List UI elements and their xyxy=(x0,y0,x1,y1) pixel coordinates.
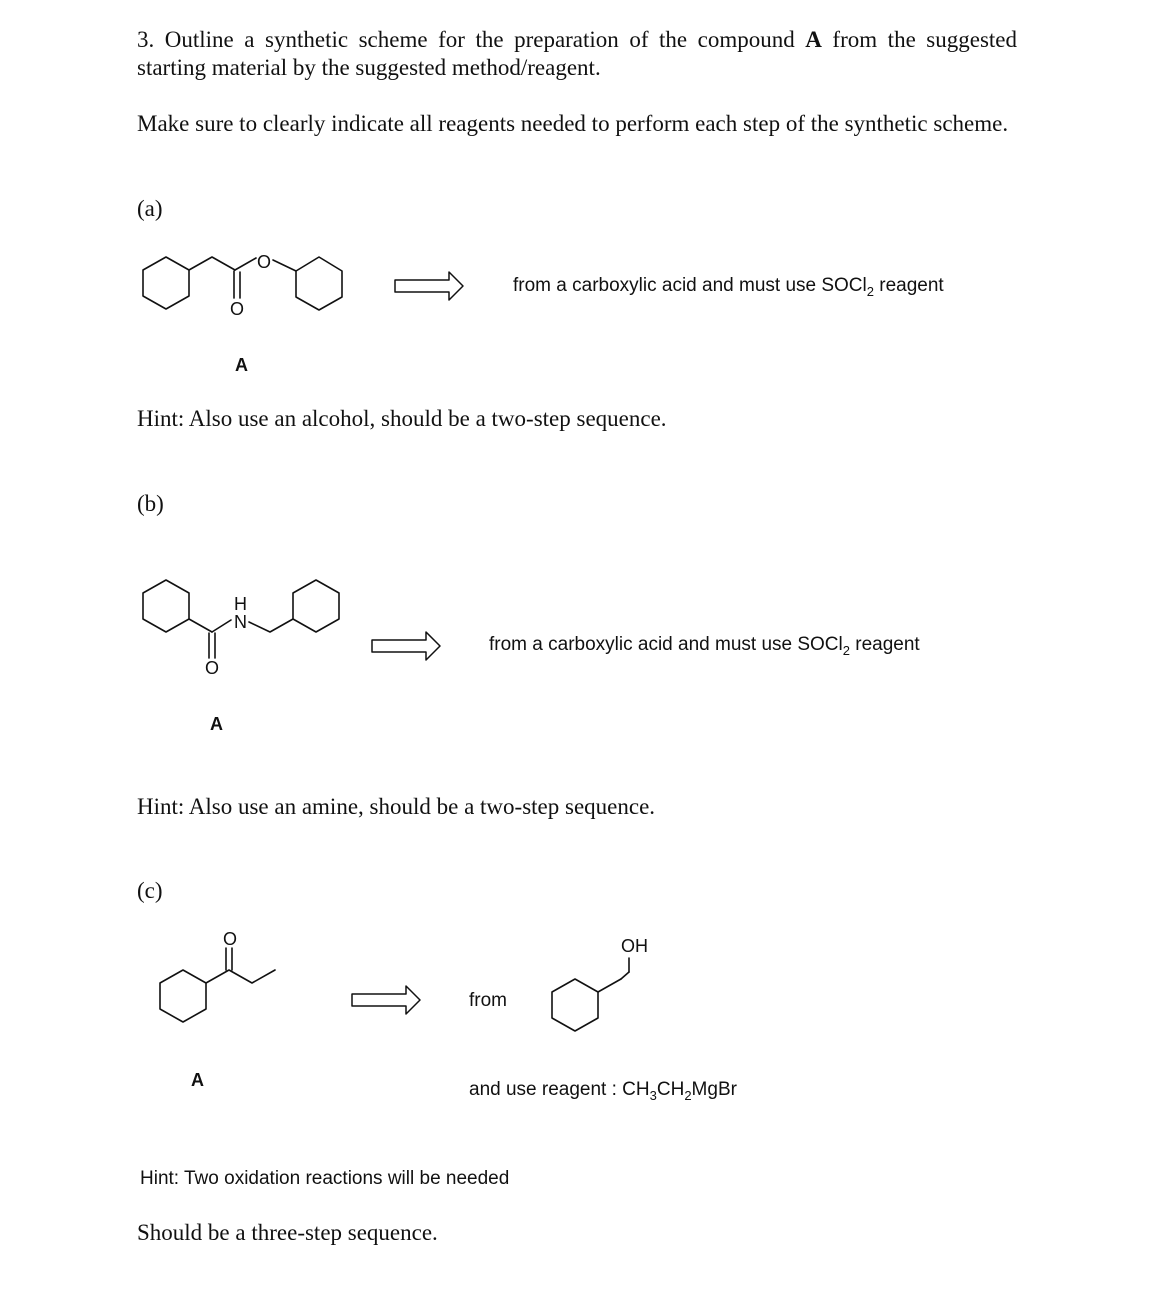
question-number: 3. xyxy=(137,27,155,52)
part-b-chain xyxy=(189,619,212,632)
part-a-cyclohexane-left xyxy=(143,257,189,309)
part-b-label: (b) xyxy=(137,491,164,516)
part-c-compound-label: A xyxy=(191,1070,204,1090)
question-line1-before: Outline a synthetic scheme for the preparation of the compound xyxy=(164,27,806,52)
part-a-from-text xyxy=(513,275,944,299)
part-b-hint: Hint: Also use an amine, should be a two-step sequence. xyxy=(137,794,656,819)
part-c-atom-o-carbonyl: O xyxy=(223,929,238,949)
part-b-arrow xyxy=(370,628,450,664)
part-c-structure xyxy=(150,930,350,1050)
part-c-atom-oh: OH xyxy=(621,936,648,956)
part-c-sequence: Should be a three-step sequence. xyxy=(137,1220,438,1245)
part-a-atom-o-ester: O xyxy=(257,252,272,272)
part-a-arrow xyxy=(393,268,473,304)
part-b-atom-o-carbonyl: O xyxy=(205,658,220,678)
instruction-text: Make sure to clearly indicate all reagents needed to perform each step of the synthetic scheme. xyxy=(137,111,1009,136)
part-a-from-subscript: 2 xyxy=(866,283,874,299)
part-c-reagent-sub2: 2 xyxy=(684,1087,692,1103)
part-c-reagent-sub1: 3 xyxy=(649,1087,657,1103)
part-a-atom-o-carbonyl: O xyxy=(230,299,245,319)
part-a-from-tail: reagent xyxy=(873,275,944,296)
part-b-cyclohexane-left xyxy=(143,580,189,632)
part-b-compound-label: A xyxy=(210,714,223,734)
part-c-arrow xyxy=(350,982,430,1018)
part-c-hint: Hint: Two oxidation reactions will be needed xyxy=(140,1168,510,1189)
part-b-atom-n: N xyxy=(234,612,247,632)
part-c-reagent-mid: CH xyxy=(656,1079,685,1100)
part-c-reagent-tail: MgBr xyxy=(691,1079,737,1100)
part-b-from-subscript: 2 xyxy=(842,642,850,658)
part-a-cyclohexane-right xyxy=(296,257,342,310)
part-c-sm-chain xyxy=(598,979,621,992)
part-c-cyclohexane xyxy=(160,970,206,1022)
question-compound-ref: A xyxy=(805,27,822,52)
part-b-cyclohexane-right xyxy=(293,580,339,632)
part-a-from-main: from a carboxylic acid and must use SOCl xyxy=(513,275,867,296)
part-c-sm-cyclohexane xyxy=(552,979,598,1031)
part-a-chain xyxy=(189,257,235,270)
part-c-reagent-prefix: and use reagent : CH xyxy=(469,1079,650,1100)
question-line2: starting material by the suggested method/reagent. xyxy=(137,55,601,80)
part-b-from-text xyxy=(489,634,920,658)
part-c-label: (c) xyxy=(137,878,163,903)
part-b-from-main: from a carboxylic acid and must use SOCl xyxy=(489,634,843,655)
part-c-from-word: from xyxy=(469,990,507,1011)
part-c-chain xyxy=(206,970,275,983)
part-a-label: (a) xyxy=(137,196,163,221)
part-b-atom-h: H xyxy=(234,594,247,614)
part-c-reagent xyxy=(469,1079,737,1103)
part-a-hint: Hint: Also use an alcohol, should be a two-step sequence. xyxy=(137,406,667,431)
part-a-compound-label: A xyxy=(235,355,248,375)
part-c-starting-material xyxy=(545,930,705,1050)
part-b-from-tail: reagent xyxy=(849,634,920,655)
question-prompt xyxy=(137,26,1017,82)
question-line1-after: from the suggested xyxy=(821,27,1018,52)
